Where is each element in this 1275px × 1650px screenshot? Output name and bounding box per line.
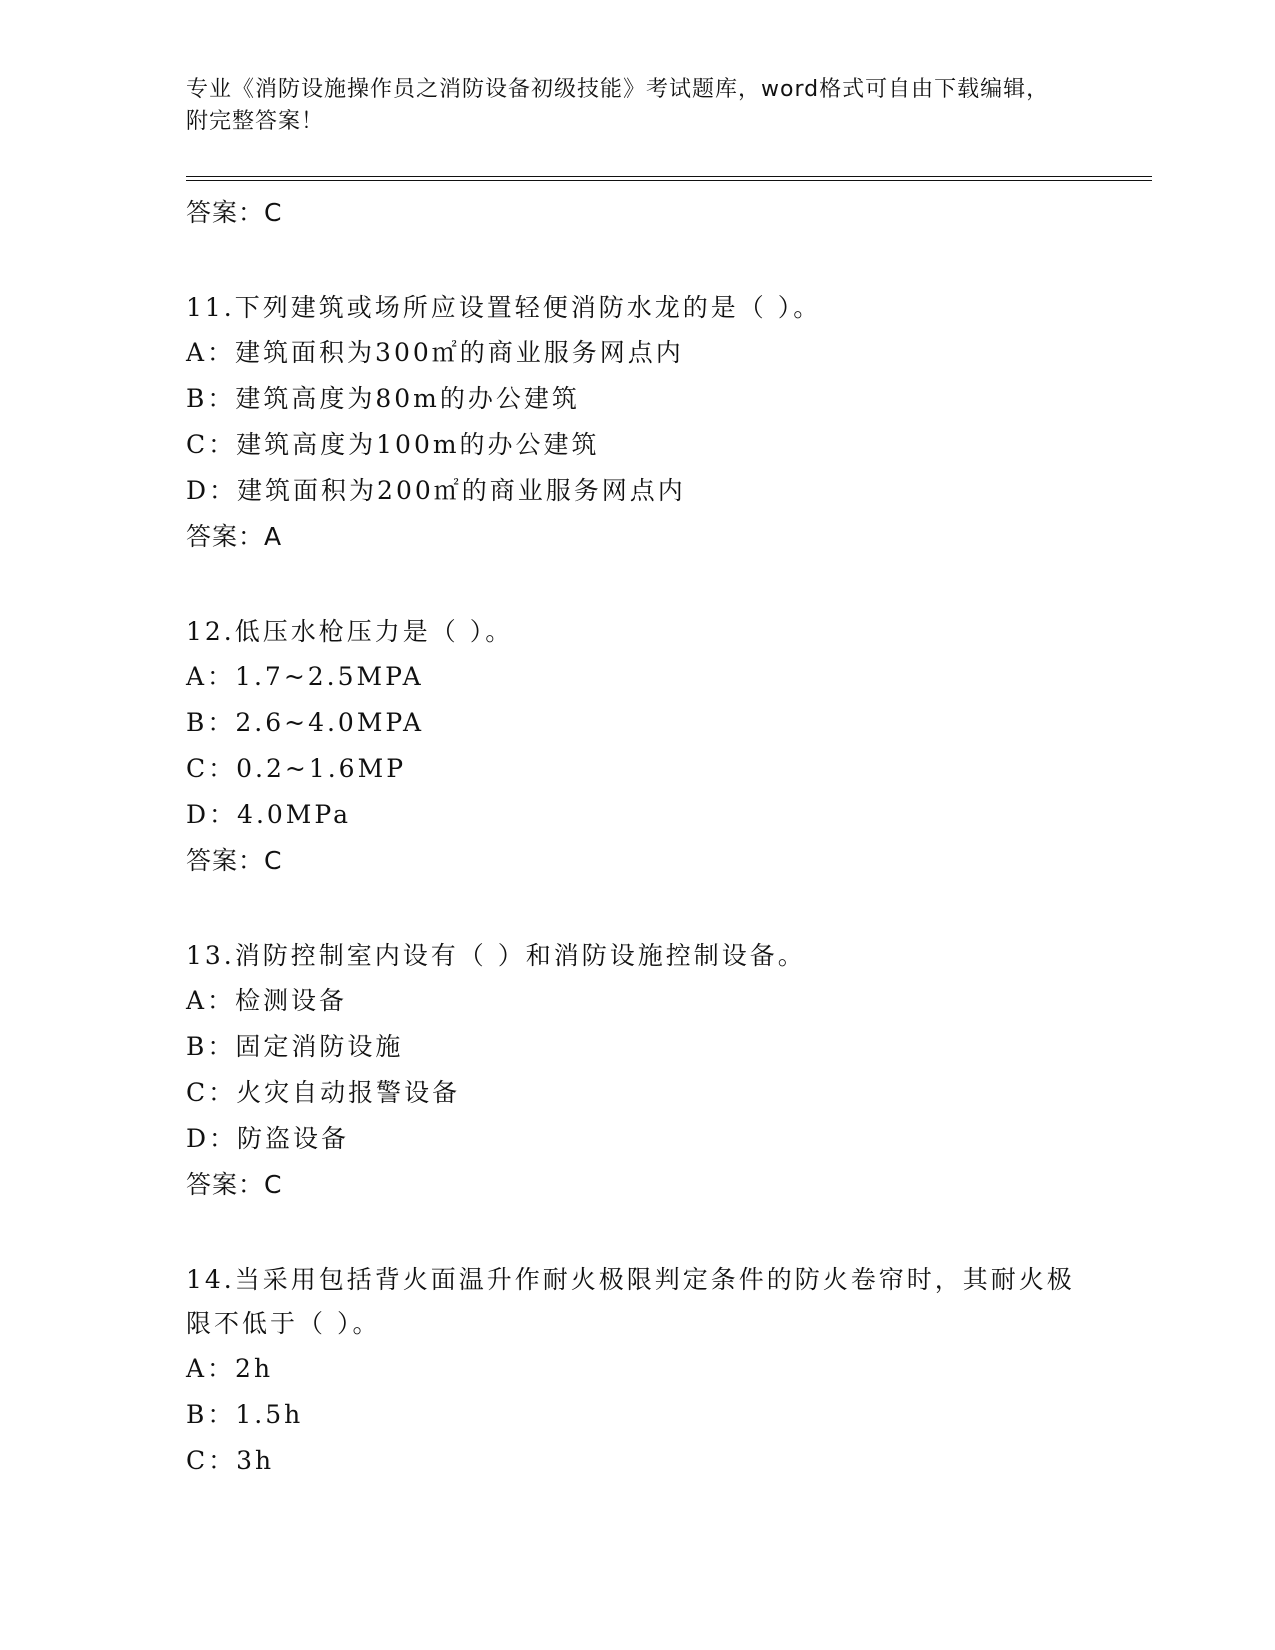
answer-line: 答案：C — [186, 1170, 283, 1199]
option-c: C：火灾自动报警设备 — [186, 1078, 461, 1107]
question-stem: 13.消防控制室内设有（ ）和消防设施控制设备。 — [186, 941, 806, 970]
option-d: D：防盗设备 — [186, 1124, 350, 1153]
question-stem: 11.下列建筑或场所应设置轻便消防水龙的是（ ）。 — [186, 293, 822, 322]
option-d: D：4.0MPa — [186, 800, 352, 829]
question-13 — [186, 934, 1086, 1208]
question-12 — [186, 610, 1086, 884]
option-c: C：3h — [186, 1446, 275, 1475]
question-list — [186, 190, 1086, 1484]
option-d: D：建筑面积为200㎡的商业服务网点内 — [186, 476, 686, 505]
question-stem: 14.当采用包括背火面温升作耐火极限判定条件的防火卷帘时，其耐火极限不低于（ ）。 — [186, 1265, 1075, 1338]
option-c: C：0.2~1.6MP — [186, 754, 407, 783]
question-11 — [186, 286, 1086, 560]
answer-line-10: 答案：C — [186, 198, 283, 227]
option-b: B：固定消防设施 — [186, 1032, 404, 1061]
option-b: B：2.6~4.0MPA — [186, 708, 425, 737]
option-c: C：建筑高度为100m的办公建筑 — [186, 430, 600, 459]
option-a: A：2h — [186, 1354, 274, 1383]
option-a: A：1.7~2.5MPA — [186, 662, 424, 691]
option-a: A：建筑面积为300㎡的商业服务网点内 — [186, 338, 684, 367]
answer-line: 答案：A — [186, 522, 283, 551]
answer-line: 答案：C — [186, 846, 283, 875]
option-b: B：1.5h — [186, 1400, 304, 1429]
header-double-rule — [186, 176, 1152, 181]
question-14 — [186, 1258, 1086, 1484]
document-header: 专业《消防设施操作员之消防设备初级技能》考试题库，word格式可自由下载编辑，附完整答案！ — [186, 77, 1050, 134]
option-b: B：建筑高度为80m的办公建筑 — [186, 384, 580, 413]
option-a: A：检测设备 — [186, 986, 348, 1015]
question-stem: 12.低压水枪压力是（ ）。 — [186, 617, 514, 646]
